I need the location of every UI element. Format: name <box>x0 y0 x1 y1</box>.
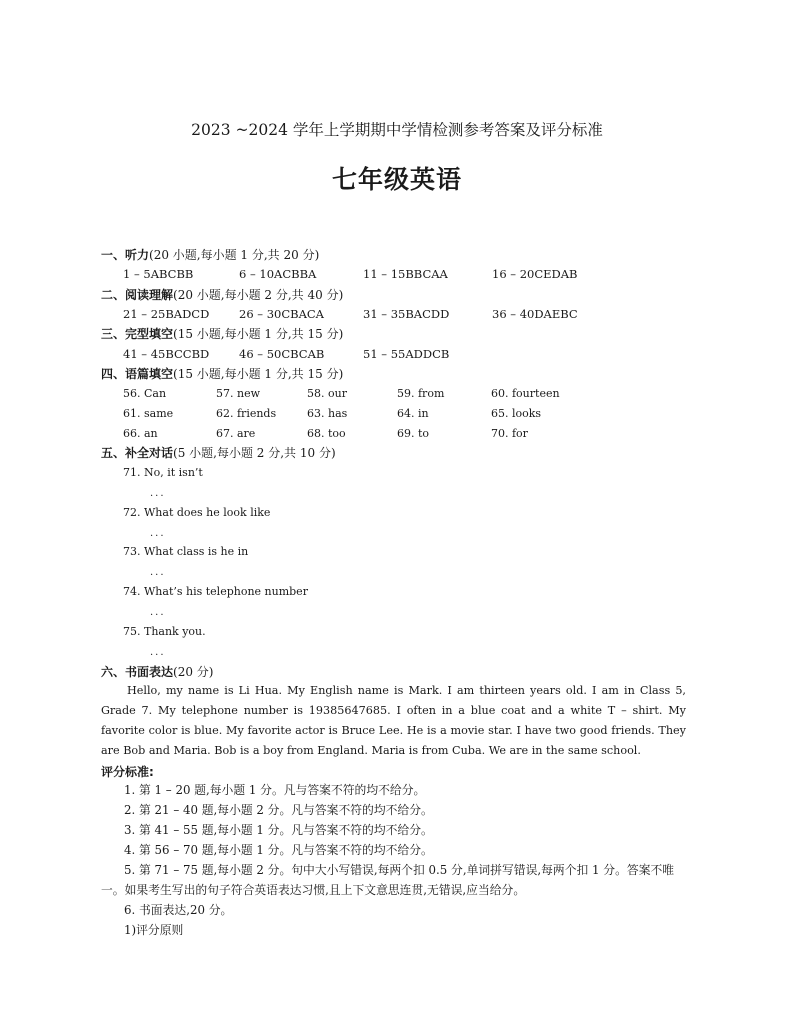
section-reading-heading <box>101 287 343 303</box>
answer-group: 41 – 45BCCBD <box>123 347 210 361</box>
continuation-dots: ... <box>150 488 166 499</box>
dialogue-answer: 73. What class is he in <box>123 545 249 558</box>
scoring-standards-heading <box>101 764 154 780</box>
fill-answer: 58. our <box>307 387 347 400</box>
section-scoring: (20 分) <box>173 665 214 679</box>
fill-answer: 63. has <box>307 407 348 420</box>
fill-answer: 70. for <box>491 427 528 440</box>
section-label: 六、书面表达 <box>101 665 174 679</box>
answer-group: 36 – 40DAEBC <box>492 307 578 321</box>
standard-item: 5. 第 71 – 75 题,每小题 2 分。句中大小写错误,每两个扣 0.5 分,单词拼写错误,每两个扣 1 分。答案不唯一。如果考生写出的句子符合英语表达习惯,且上下文意思连贯,无错误,应当给分。 <box>101 863 675 897</box>
answer-group: 51 – 55ADDCB <box>363 347 450 361</box>
section-writing-heading <box>101 664 213 680</box>
section-label: 四、语篇填空 <box>101 367 174 381</box>
dialogue-answer: 75. Thank you. <box>123 625 206 638</box>
section-label: 一、听力 <box>101 248 150 262</box>
fill-answer: 64. in <box>397 407 429 420</box>
scoring-standards-list <box>101 780 677 940</box>
continuation-dots: ... <box>150 528 166 539</box>
fill-answer: 59. from <box>397 387 445 400</box>
fill-answer: 57. new <box>216 387 260 400</box>
essay-text: Hello, my name is Li Hua. My English name is Mark. I am thirteen years old. I am in Class 5, Grade 7. My telephone number is 19385647685. I often in a blue coat and a white T – shirt. My favorite color is blue. My favorite actor is Bruce Lee. He is a movie star. I have two good friends. They are Bob and Maria. Bob is a boy from England. Maria is from Cuba. We are in the same school. <box>101 684 686 757</box>
fill-answer: 60. fourteen <box>491 387 560 400</box>
section-listening-heading <box>101 247 319 263</box>
fill-answer: 61. same <box>123 407 174 420</box>
section-scoring: (15 小题,每小题 1 分,共 15 分) <box>173 367 344 381</box>
scoring-standards-label: 评分标准: <box>101 765 154 779</box>
continuation-dots: ... <box>150 607 166 618</box>
section-label: 五、补全对话 <box>101 446 174 460</box>
answer-group: 6 – 10ACBBA <box>239 267 317 281</box>
section-scoring: (20 小题,每小题 2 分,共 40 分) <box>173 288 344 302</box>
continuation-dots: ... <box>150 567 166 578</box>
section-passage-fill-heading <box>101 366 343 382</box>
dialogue-answer: 71. No, it isn’t <box>123 466 203 479</box>
answer-group: 11 – 15BBCAA <box>363 267 448 281</box>
standard-item: 4. 第 56 – 70 题,每小题 1 分。凡与答案不符的均不给分。 <box>124 843 433 857</box>
sample-essay <box>101 681 686 761</box>
answer-group: 1 – 5ABCBB <box>123 267 194 281</box>
answer-group: 46 – 50CBCAB <box>239 347 325 361</box>
answer-group: 26 – 30CBACA <box>239 307 324 321</box>
section-cloze-heading <box>101 326 343 342</box>
section-dialogue-heading <box>101 445 336 461</box>
fill-answer: 67. are <box>216 427 256 440</box>
section-scoring: (5 小题,每小题 2 分,共 10 分) <box>173 446 336 460</box>
fill-answer: 68. too <box>307 427 346 440</box>
document-title: 七年级英语 <box>331 165 462 194</box>
continuation-dots: ... <box>150 647 166 658</box>
fill-answer: 65. looks <box>491 407 542 420</box>
standard-item: 3. 第 41 – 55 题,每小题 1 分。凡与答案不符的均不给分。 <box>124 823 433 837</box>
section-scoring: (15 小题,每小题 1 分,共 15 分) <box>173 327 344 341</box>
fill-answer: 69. to <box>397 427 430 440</box>
answer-group: 16 – 20CEDAB <box>492 267 578 281</box>
dialogue-answer: 72. What does he look like <box>123 506 271 519</box>
fill-answer: 62. friends <box>216 407 277 420</box>
fill-answer: 56. Can <box>123 387 167 400</box>
section-label: 三、完型填空 <box>101 327 174 341</box>
dialogue-answer: 74. What’s his telephone number <box>123 585 308 598</box>
standard-item: 1. 第 1 – 20 题,每小题 1 分。凡与答案不符的均不给分。 <box>124 783 426 797</box>
answer-group: 31 – 35BACDD <box>363 307 450 321</box>
section-scoring: (20 小题,每小题 1 分,共 20 分) <box>149 248 320 262</box>
document-subtitle: 2023 ~2024 学年上学期期中学情检测参考答案及评分标准 <box>191 121 603 139</box>
standard-item: 6. 书面表达,20 分。 <box>124 903 233 917</box>
standard-item: 1)评分原则 <box>124 923 184 937</box>
section-label: 二、阅读理解 <box>101 288 174 302</box>
answer-group: 21 – 25BADCD <box>123 307 210 321</box>
standard-item: 2. 第 21 – 40 题,每小题 2 分。凡与答案不符的均不给分。 <box>124 803 433 817</box>
fill-answer: 66. an <box>123 427 158 440</box>
